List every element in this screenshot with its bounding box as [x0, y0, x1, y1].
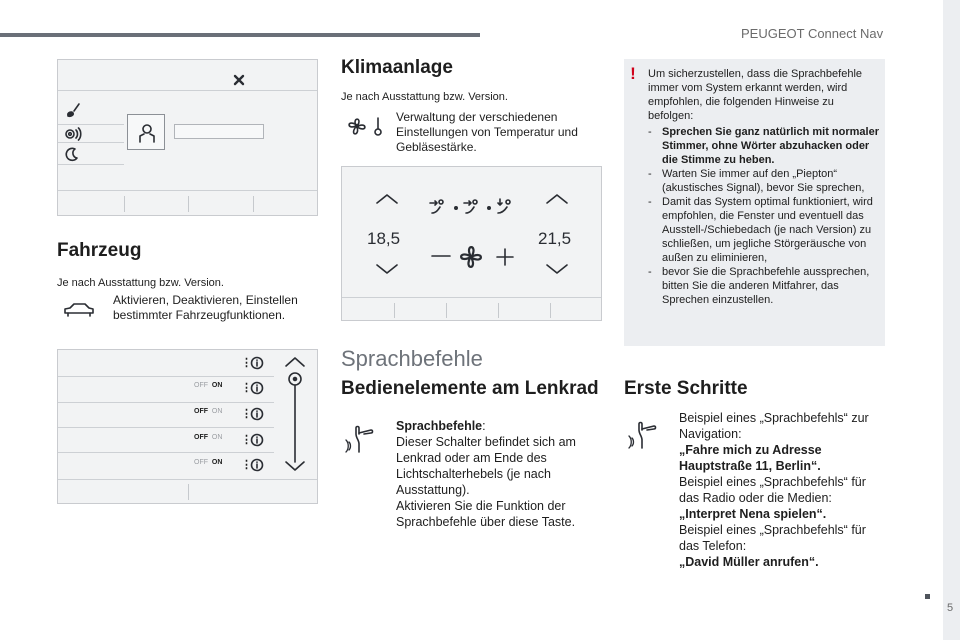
voice-command-icon: [345, 422, 379, 456]
voice-instructions: Sprachbefehle: Dieser Schalter befindet sich am Lenkrad oder am Ende des Lichtschalterhebels (je nach Ausstattung). Aktivieren Sie die Funktion der Sprachbefehle über diese Taste.: [396, 418, 581, 530]
voice-section-title: Sprachbefehle: [341, 346, 483, 371]
temp-right-value: 21,5: [538, 229, 572, 248]
fan-icon[interactable]: [456, 242, 486, 272]
temp-left-down[interactable]: [375, 263, 399, 275]
row-menu-icon[interactable]: ⋮: [241, 357, 252, 369]
vehicle-version-note: Je nach Ausstattung bzw. Version.: [57, 277, 224, 289]
car-icon: [62, 301, 96, 319]
voice-label: Sprachbefehle: [396, 419, 483, 433]
tips-list: [648, 125, 882, 307]
settings-sound-icon[interactable]: [63, 126, 83, 142]
brand-label: PEUGEOT Connect Nav: [741, 26, 884, 41]
tip-item: - Sprechen Sie ganz natürlich mit normaler Stimmer, ohne Wörter abzuhacken oder die Stimme zu heben.: [648, 125, 882, 167]
example-text: Beispiel eines „Sprachbefehls“ für das Telefon:: [679, 523, 866, 553]
airflow-mode-icons[interactable]: [428, 197, 520, 219]
close-icon[interactable]: [233, 74, 245, 86]
tip-item: - Warten Sie immer auf den „Piepton“ (akustisches Signal), bevor Sie sprechen,: [648, 167, 882, 195]
paint-brush-icon[interactable]: [64, 102, 82, 120]
tips-intro: Um sicherzustellen, dass die Sprachbefehle immer vom System erkannt werden, wird empfohlen, die folgenden Hinweise zu befolgen:: [648, 68, 863, 122]
info-icon[interactable]: [250, 458, 264, 472]
vehicle-screen-mockup: [57, 59, 318, 216]
function-toggle[interactable]: OFF ON: [194, 459, 223, 466]
function-toggle[interactable]: OFF ON: [194, 408, 223, 415]
page-number: 5: [947, 602, 954, 614]
example-command: „Fahre mich zu Adresse Hauptstraße 11, Berlin“.: [679, 443, 822, 473]
temp-right-down[interactable]: [545, 263, 569, 275]
example-text: Beispiel eines „Sprachbefehls“ zur Navigation:: [679, 411, 869, 441]
row-menu-icon[interactable]: ⋮: [241, 434, 252, 446]
temp-left-up[interactable]: [375, 193, 399, 205]
scroll-control[interactable]: [282, 354, 308, 474]
example-command: „David Müller anrufen“.: [679, 555, 819, 569]
fan-temperature-icon: [346, 115, 386, 137]
fan-increase-button[interactable]: [495, 247, 515, 267]
vehicle-heading: Fahrzeug: [57, 240, 142, 261]
climate-heading: Klimaanlage: [341, 57, 453, 78]
row-menu-icon[interactable]: ⋮: [241, 382, 252, 394]
temp-right-up[interactable]: [545, 193, 569, 205]
page-edge-strip: [943, 0, 960, 640]
row-menu-icon[interactable]: ⋮: [241, 459, 252, 471]
first-steps-examples: [679, 410, 879, 570]
function-toggle[interactable]: OFF ON: [194, 434, 223, 441]
function-toggle[interactable]: OFF ON: [194, 382, 223, 389]
fan-decrease-button[interactable]: [430, 251, 452, 261]
tip-item: - Damit das System optimal funktioniert, wird empfohlen, die Fenster und eventuell das Ausstell-/Schiebedach (je nach Version) zu schließen, um jegliche Störgeräusche von außen zu eliminieren,: [648, 195, 882, 265]
profile-name-field[interactable]: [174, 124, 264, 139]
warning-icon: !: [630, 64, 636, 83]
voice-text-2: Aktivieren Sie die Funktion der Sprachbefehle über diese Taste.: [396, 499, 576, 529]
voice-tips-box: [624, 59, 885, 346]
steering-controls-heading: Bedienelemente am Lenkrad: [341, 378, 599, 399]
info-icon[interactable]: [250, 407, 264, 421]
info-icon[interactable]: [250, 433, 264, 447]
climate-version-note: Je nach Ausstattung bzw. Version.: [341, 91, 508, 103]
climate-description: Verwaltung der verschiedenen Einstellungen von Temperatur und Gebläsestärke.: [396, 110, 578, 154]
user-icon: [137, 123, 157, 143]
profile-button[interactable]: [127, 114, 165, 150]
page-marker: [925, 594, 930, 599]
info-icon[interactable]: [250, 381, 264, 395]
voice-text: Dieser Schalter befindet sich am Lenkrad oder am Ende des Lichtschalterhebels (je nach Ausstattung).: [396, 435, 576, 497]
temp-left-value: 18,5: [367, 229, 401, 248]
example-command: „Interpret Nena spielen“.: [679, 507, 827, 521]
example-text: Beispiel eines „Sprachbefehls“ für das Radio oder die Medien:: [679, 475, 866, 505]
vehicle-description: Aktivieren, Deaktivieren, Einstellen bestimmter Fahrzeugfunktionen.: [113, 293, 298, 322]
info-icon[interactable]: [250, 356, 264, 370]
climate-screen-mockup: [341, 166, 602, 321]
first-steps-heading: Erste Schritte: [624, 378, 748, 399]
header-rule: [0, 33, 480, 37]
tip-item: - bevor Sie die Sprachbefehle aussprechen, bitten Sie die anderen Mitfahrer, das Sprechen einzustellen.: [648, 265, 882, 307]
night-mode-icon[interactable]: [64, 146, 80, 162]
voice-command-icon: [628, 418, 662, 452]
row-menu-icon[interactable]: ⋮: [241, 408, 252, 420]
vehicle-toggles-screen: [57, 349, 318, 504]
